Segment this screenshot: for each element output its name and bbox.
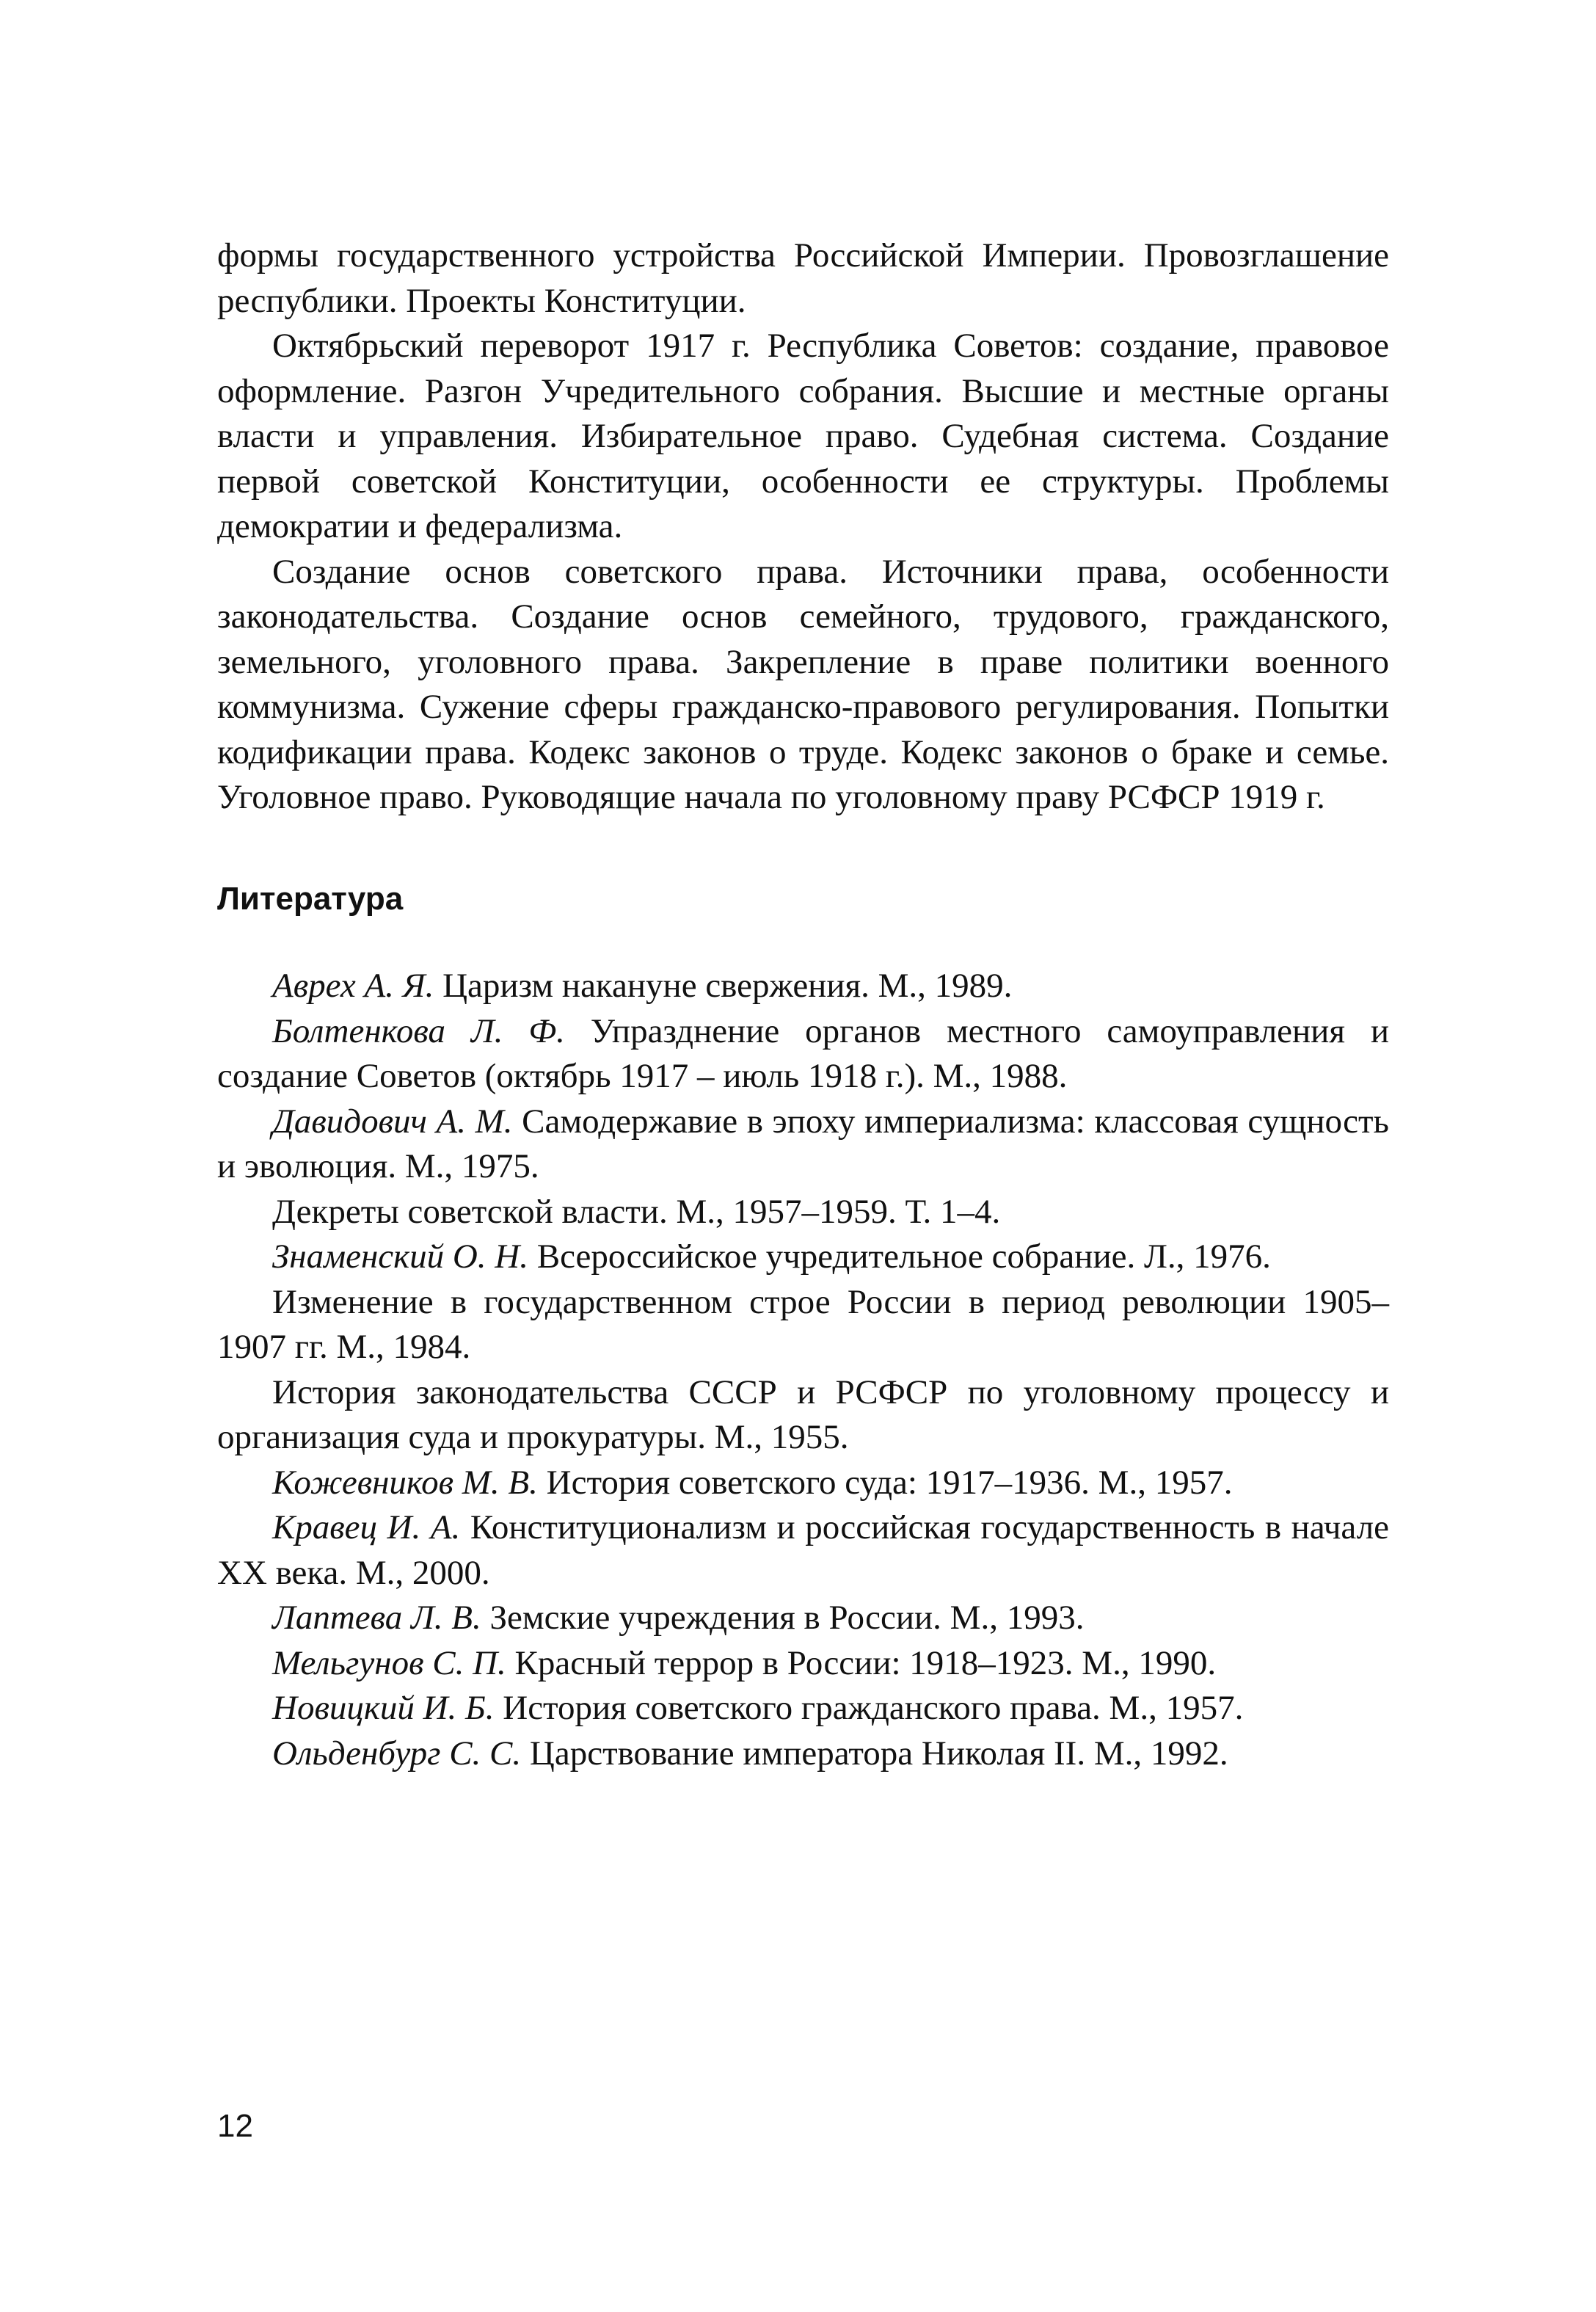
reference-entry — [217, 1505, 1389, 1596]
reference-text: История советского суда: 1917–1936. М., 1957. — [537, 1463, 1233, 1502]
reference-author: Ольденбург С. С. — [272, 1734, 522, 1773]
reference-text: Изменение в государственном строе России в период революции 1905–1907 гг. М., 1984. — [217, 1282, 1389, 1366]
reference-author: Болтенкова Л. Ф. — [272, 1011, 565, 1050]
reference-entry — [217, 1461, 1389, 1506]
reference-author: Мельгунов С. П. — [272, 1643, 506, 1682]
reference-author: Аврех А. Я. — [272, 967, 434, 1005]
reference-author: Знаменский О. Н. — [272, 1237, 528, 1276]
reference-author: Новицкий И. Б. — [272, 1689, 495, 1727]
reference-text: Земские учреждения в России. М., 1993. — [481, 1599, 1085, 1637]
reference-entry — [217, 964, 1389, 1009]
reference-list — [217, 964, 1389, 1776]
reference-entry — [217, 1641, 1389, 1687]
reference-entry — [217, 1731, 1389, 1777]
reference-entry — [217, 1190, 1389, 1235]
page-number: 12 — [217, 2108, 253, 2144]
reference-text: Всероссийское учредительное собрание. Л., 1976. — [528, 1237, 1271, 1276]
reference-author: Давидович А. М. — [272, 1102, 513, 1141]
reference-entry — [217, 1099, 1389, 1190]
reference-entry — [217, 1686, 1389, 1731]
reference-text: Царствование императора Николая II. М., 1992. — [521, 1734, 1228, 1773]
reference-entry — [217, 1370, 1389, 1461]
reference-text: История законодательства СССР и РСФСР по уголовному процессу и организация суда и прокуратуры. М., 1955. — [217, 1373, 1389, 1456]
reference-author: Лаптева Л. В. — [272, 1599, 481, 1637]
reference-entry — [217, 1280, 1389, 1370]
page-text — [217, 233, 1389, 1776]
reference-text: История советского гражданского права. М., 1957. — [494, 1689, 1244, 1727]
body-paragraph: Октябрьский переворот 1917 г. Республика Советов: создание, правовое оформление. Разгон Учредительного собрания. Высшие и местные органы власти и управления. Избирательное право. Судебная система. Создание первой советской Конституции, особенности ее структуры. Проблемы демократии и федерализма. — [217, 327, 1389, 545]
reference-text: Красный террор в России: 1918–1923. М., 1990. — [506, 1643, 1217, 1682]
reference-text: Царизм накануне свержения. М., 1989. — [434, 967, 1013, 1005]
reference-text: Конституционализм и российская государственность в начале XX века. М., 2000. — [217, 1508, 1390, 1592]
reference-text: Декреты советской власти. М., 1957–1959. Т. 1–4. — [272, 1192, 1001, 1231]
reference-entry — [217, 1596, 1389, 1641]
reference-entry — [217, 1009, 1389, 1099]
literature-heading: Литература — [217, 880, 404, 917]
body-paragraph: формы государственного устройства Российской Империи. Провозглашение республики. Проекты Конституции. — [217, 236, 1389, 320]
reference-author: Кравец И. А. — [272, 1508, 461, 1546]
reference-text: Самодержавие в эпоху империализма: классовая сущность и эволюция. М., 1975. — [217, 1102, 1389, 1185]
reference-text: Упразднение органов местного самоуправления и создание Советов (октябрь 1917 – июль 1918 г.). М., 1988. — [217, 1011, 1389, 1095]
reference-author: Кожевников М. В. — [272, 1463, 538, 1502]
reference-entry — [217, 1235, 1389, 1280]
body-paragraph: Создание основ советского права. Источники права, особенности законодательства. Создание основ семейного, трудового, гражданского, земельного, уголовного права. Закрепление в праве политики военного коммунизма. Сужение сферы гражданско-правового регулирования. Попытки кодификации права. Кодекс законов о труде. Кодекс законов о браке и семье. Уголовное право. Руководящие начала по уголовному праву РСФСР 1919 г. — [217, 552, 1389, 816]
